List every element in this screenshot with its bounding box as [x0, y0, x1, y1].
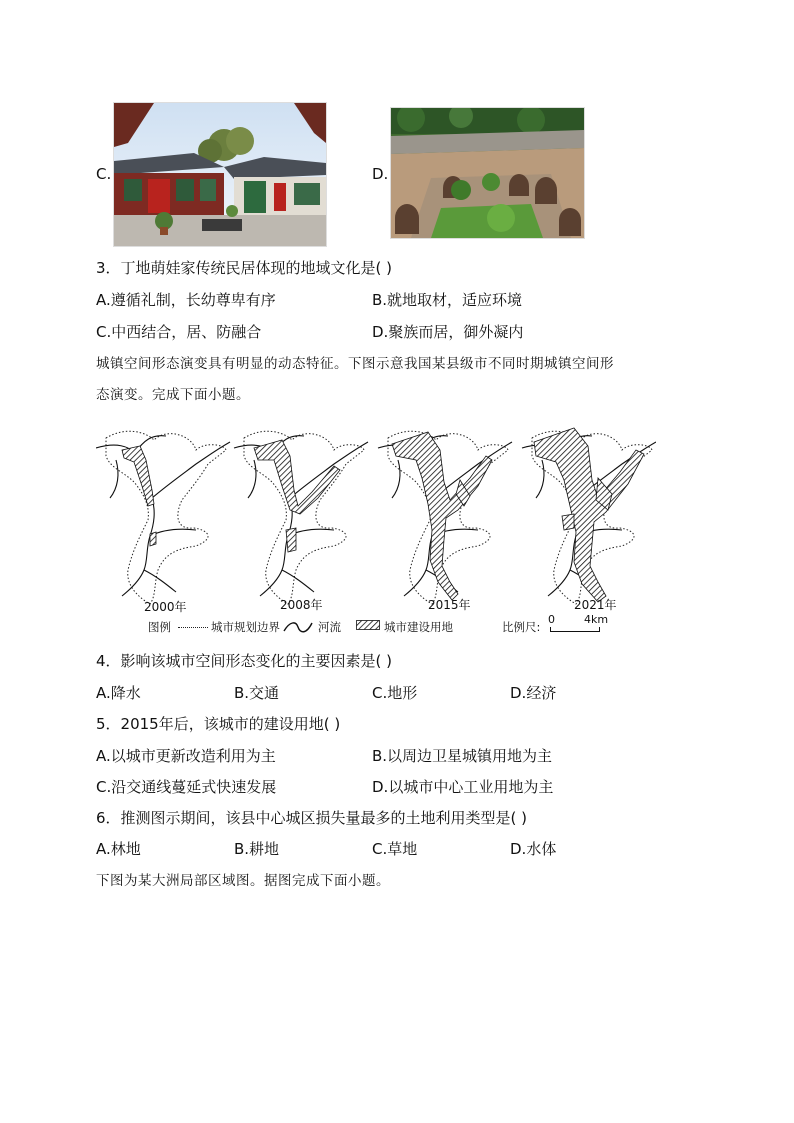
river-legend-swatch — [282, 617, 314, 637]
year-label-2021: 2021年 — [574, 598, 617, 612]
question-3-option-a: A.遵循礼制，长幼尊卑有序 — [96, 291, 276, 309]
map-2015 — [378, 431, 512, 604]
question-5-option-c: C.沿交通线蔓延式快速发展 — [96, 778, 277, 796]
map-2021 — [522, 428, 656, 604]
scale-bar-zero: 0 — [548, 613, 555, 626]
question-6-option-c: C.草地 — [372, 840, 418, 858]
intro-paragraph-line-1: 城镇空间形态演变具有明显的动态特征。下图示意我国某县级市不同时期城镇空间形 — [96, 356, 614, 372]
question-4-option-d: D.经济 — [510, 684, 557, 702]
question-4-option-a: A.降水 — [96, 684, 141, 702]
scale-bar-label: 比例尺: — [502, 620, 541, 634]
legend-built-land-label: 城市建设用地 — [384, 620, 453, 634]
question-5-option-d: D.以城市中心工业用地为主 — [372, 778, 554, 796]
scale-bar-four-km: 4km — [584, 613, 609, 626]
question-3-option-d: D.聚族而居，御外凝内 — [372, 323, 524, 341]
courtyard-house-photo — [113, 102, 327, 247]
cave-dwelling-photo — [390, 107, 585, 239]
map-2008 — [234, 431, 368, 604]
built-land-legend-swatch — [356, 620, 380, 630]
urban-evolution-figure — [96, 412, 656, 644]
question-5-stem: 5．2015年后，该城市的建设用地( ) — [96, 715, 341, 733]
question-6-option-d: D.水体 — [510, 840, 557, 858]
map-2000 — [96, 431, 230, 604]
question-3-stem: 3．丁地萌娃家传统民居体现的地域文化是( ) — [96, 259, 393, 277]
question-6-option-a: A.林地 — [96, 840, 141, 858]
question-6-option-b: B.耕地 — [234, 840, 280, 858]
question-3-option-b: B.就地取材，适应环境 — [372, 291, 523, 309]
option-d-label: D. — [372, 165, 389, 183]
intro-paragraph-line-2: 态演变。完成下面小题。 — [96, 387, 250, 403]
year-label-2015: 2015年 — [428, 598, 471, 612]
year-label-2008: 2008年 — [280, 598, 323, 612]
next-section-intro: 下图为某大洲局部区域图。据图完成下面小题。 — [96, 873, 390, 889]
scale-bar — [550, 627, 600, 632]
boundary-legend-swatch — [178, 627, 208, 628]
question-5-option-a: A.以城市更新改造利用为主 — [96, 747, 276, 765]
question-5-option-b: B.以周边卫星城镇用地为主 — [372, 747, 553, 765]
legend-river-label: 河流 — [318, 620, 341, 634]
question-4-option-c: C.地形 — [372, 684, 418, 702]
legend-title: 图例 — [148, 620, 171, 634]
question-4-option-b: B.交通 — [234, 684, 280, 702]
question-4-stem: 4．影响该城市空间形态变化的主要因素是( ) — [96, 652, 393, 670]
legend-boundary-label: 城市规划边界 — [211, 620, 280, 634]
question-6-stem: 6．推测图示期间，该县中心城区损失量最多的土地利用类型是( ) — [96, 809, 528, 827]
year-label-2000: 2000年 — [144, 600, 187, 614]
question-3-option-c: C.中西结合，居、防融合 — [96, 323, 262, 341]
option-c-label: C. — [96, 165, 112, 183]
